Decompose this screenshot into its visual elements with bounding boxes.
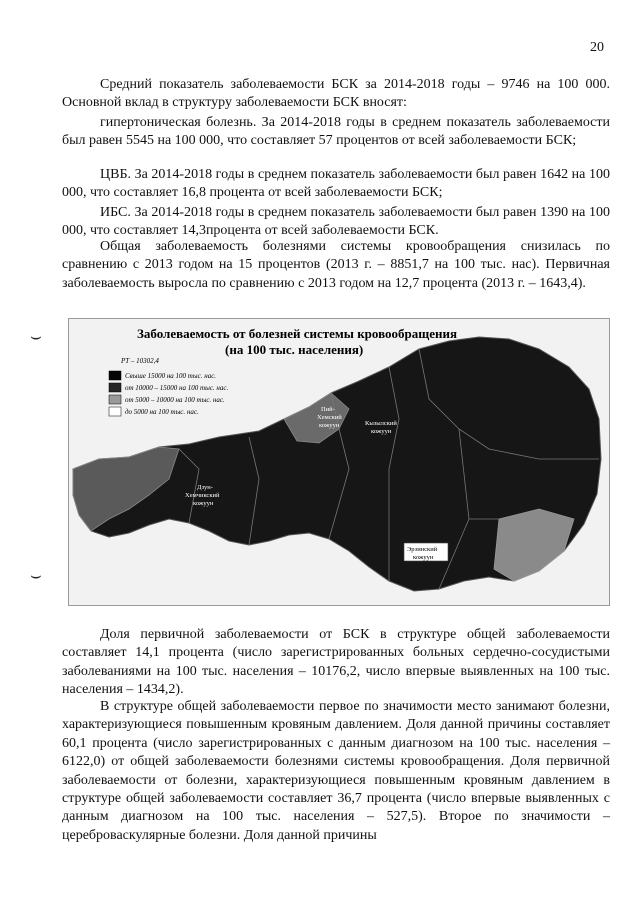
legend-swatch-2 xyxy=(109,383,121,392)
paragraph-overall-trend: Общая заболеваемость болезнями системы кровообращения снизилась по сравнению с 2013 годом на 15 процентов (2013 г. – 8851,7 на 100 тыс. нас). Первичная заболеваемость выросла по сравнению с 2013 годом на 12,7 процента (2013 г. – 1643,4). xyxy=(62,239,610,291)
paragraph-intro: Средний показатель заболеваемости БСК за 2014-2018 годы – 9746 на 100 000. Основной вклад в структуру заболеваемости БСК вносят: xyxy=(62,77,610,111)
map-title-line1: Заболеваемость от болезней системы кровообращения xyxy=(137,326,458,341)
legend-label-3: от 5000 – 10000 на 100 тыс. нас. xyxy=(125,396,225,404)
paragraph-primary-share: Доля первичной заболеваемости от БСК в структуре общей заболеваемости составляет 14,1 процента (число зарегистрированных больных сердечно-сосудистыми заболеваниями на 100 тыс. населения – 10176,2, число впервые выявленных на 100 тыс. населения – 1434,2). xyxy=(62,627,610,698)
legend-swatch-3 xyxy=(109,395,121,404)
map-title-line2: (на 100 тыс. населения) xyxy=(225,342,364,357)
region-label-dzun-khemchik: кожуун xyxy=(193,500,214,507)
region-label-dzun-khemchik: Хемчикский xyxy=(185,492,220,499)
paragraph-cvd: ЦВБ. За 2014-2018 годы в среднем показатель заболеваемости был равен 1642 на 100 000, что составляет 16,8 процента от всей заболеваемости БСК; xyxy=(62,167,610,201)
legend-label-1: Свыше 15000 на 100 тыс. нас. xyxy=(125,372,217,380)
legend-swatch-4 xyxy=(109,407,121,416)
region-label-piy-khem: Хемский xyxy=(317,414,342,421)
region-label-erzin: кожуун xyxy=(413,554,434,561)
legend-label-2: от 10000 – 15000 на 100 тыс. нас. xyxy=(125,384,229,392)
page-number: 20 xyxy=(590,40,604,55)
margin-tick-mark: ⌣ xyxy=(30,326,42,346)
region-label-dzun-khemchik: Дзун- xyxy=(197,484,213,491)
region-label-kyzyl: Кызылский xyxy=(365,420,397,427)
map-svg xyxy=(69,319,609,605)
paragraph-ihd: ИБС. За 2014-2018 годы в среднем показатель заболеваемости был равен 1390 на 100 000, что составляет 14,3процента от всей заболеваемости БСК. xyxy=(62,205,610,239)
region-label-piy-khem: кожуун xyxy=(319,422,340,429)
legend-swatch-1 xyxy=(109,371,121,380)
region-label-erzin: Эрзинский xyxy=(407,546,438,553)
legend-rt-value: РТ – 10302,4 xyxy=(121,357,159,365)
margin-tick-mark: ⌣ xyxy=(30,565,42,585)
region-label-kyzyl: кожуун xyxy=(371,428,392,435)
paragraph-structure: В структуре общей заболеваемости первое по значимости место занимают болезни, характеризующиеся повышенным кровяным давлением. Доля данной причины составляет 60,1 процента (число зарегистрированных с данным диагнозом на 100 тыс. населения – 6122,0) от общей заболеваемости болезнями системы кровообращения. Доля первичной заболеваемости от болезни, характеризующиеся повышенным кровяным давлением в структуре общей заболеваемости составляет 36,7 процента (число впервые выявленных с данным диагнозом на 100 тыс. населения – 527,5). Второе по значимости – цереброваскулярные болезни. Доля данной причины xyxy=(62,699,610,843)
legend-label-4: до 5000 на 100 тыс. нас. xyxy=(125,408,199,416)
morbidity-map xyxy=(68,318,610,606)
paragraph-hypertension: гипертоническая болезнь. За 2014-2018 годы в среднем показатель заболеваемости был равен 5545 на 100 000, что составляет 57 процентов от всей заболеваемости БСК; xyxy=(62,115,610,149)
region-label-piy-khem: Пий- xyxy=(321,406,335,413)
